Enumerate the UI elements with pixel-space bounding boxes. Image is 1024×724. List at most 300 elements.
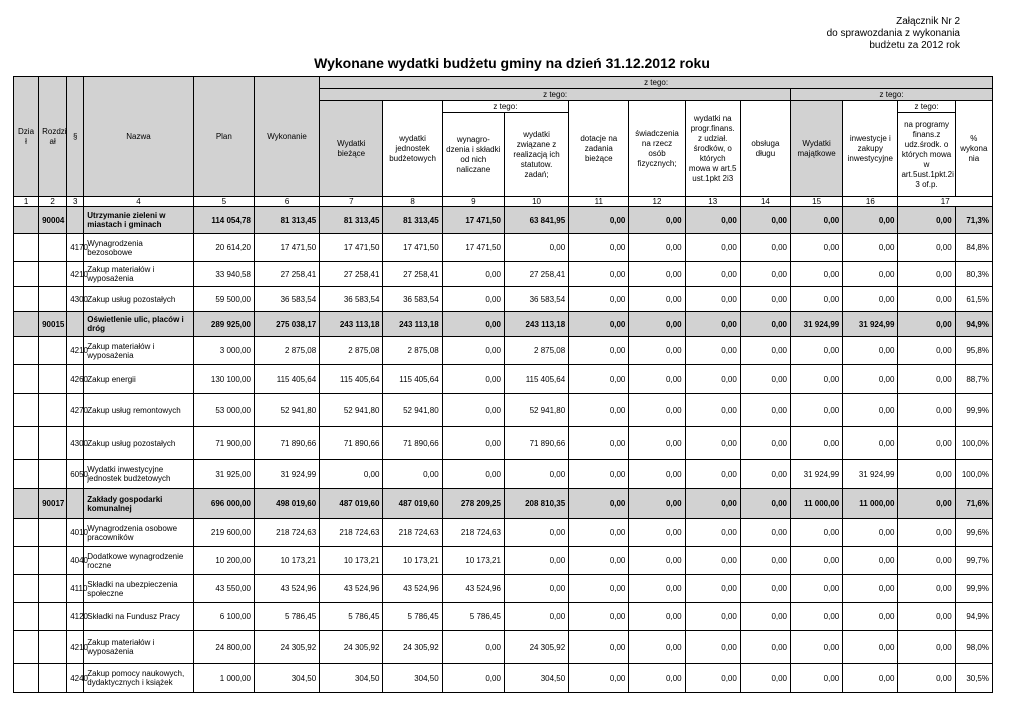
cell-rozdzial (39, 287, 67, 312)
cell-value: 0,00 (569, 337, 629, 365)
cell-value: 10 173,21 (383, 547, 442, 575)
cell-value: 0,00 (629, 365, 685, 394)
cell-value: 27 258,41 (383, 262, 442, 287)
cell-value: 99,9% (955, 394, 992, 427)
cell-value: 304,50 (504, 664, 568, 693)
cell-dzial (14, 312, 39, 337)
header-nazwa: Nazwa (84, 77, 193, 197)
cell-value: 0,00 (898, 519, 955, 547)
cell-dzial (14, 547, 39, 575)
table-row (14, 287, 993, 312)
cell-value: 0,00 (629, 519, 685, 547)
cell-paragraph: 4120 (67, 603, 84, 631)
cell-value: 0,00 (442, 394, 504, 427)
cell-value: 0,00 (442, 337, 504, 365)
cell-rozdzial (39, 519, 67, 547)
cell-value: 0,00 (685, 365, 740, 394)
cell-value: 0,00 (383, 460, 442, 489)
cell-value: 31 925,00 (193, 460, 254, 489)
cell-value: 696 000,00 (193, 489, 254, 519)
cell-rozdzial (39, 234, 67, 262)
cell-value: 24 305,92 (254, 631, 319, 664)
header-wydatki-majatkowe: Wydatki majątkowe (791, 101, 843, 197)
cell-value: 81 313,45 (383, 207, 442, 234)
cell-value: 0,00 (629, 262, 685, 287)
cell-nazwa: Wynagrodzenia osobowe pracowników (84, 519, 193, 547)
cell-value: 0,00 (442, 287, 504, 312)
cell-value: 0,00 (843, 234, 898, 262)
header-paragraph: § (67, 77, 84, 197)
cell-dzial (14, 394, 39, 427)
cell-dzial (14, 603, 39, 631)
cell-value: 0,00 (791, 631, 843, 664)
cell-value: 0,00 (898, 337, 955, 365)
table-row (14, 234, 993, 262)
cell-value: 0,00 (843, 575, 898, 603)
cell-value: 304,50 (320, 664, 383, 693)
cell-value: 0,00 (504, 234, 568, 262)
cell-value: 304,50 (254, 664, 319, 693)
cell-value: 0,00 (740, 312, 790, 337)
cell-value: 0,00 (843, 427, 898, 460)
cell-value: 10 173,21 (442, 547, 504, 575)
cell-value: 0,00 (740, 519, 790, 547)
cell-value: 10 173,21 (320, 547, 383, 575)
table-row (14, 664, 993, 693)
cell-value: 43 524,96 (254, 575, 319, 603)
header-plan: Plan (193, 77, 254, 197)
cell-value: 0,00 (740, 603, 790, 631)
cell-value: 0,00 (320, 460, 383, 489)
header-programy-finans: wydatki na progr.finans. z udział. środków, o których mowa w art.5 ust.1pkt 2i3 (685, 101, 740, 197)
cell-value: 6 100,00 (193, 603, 254, 631)
cell-value: 0,00 (569, 234, 629, 262)
cell-value: 0,00 (843, 547, 898, 575)
cell-value: 31 924,99 (843, 460, 898, 489)
cell-value: 0,00 (569, 547, 629, 575)
header-wydatki-biezace: Wydatki bieżące (320, 101, 383, 197)
cell-value: 5 786,45 (442, 603, 504, 631)
table-row (14, 365, 993, 394)
cell-value: 36 583,54 (504, 287, 568, 312)
cell-nazwa: Składki na Fundusz Pracy (84, 603, 193, 631)
cell-value: 81 313,45 (320, 207, 383, 234)
cell-rozdzial (39, 664, 67, 693)
column-number: 14 (740, 197, 790, 207)
cell-value: 59 500,00 (193, 287, 254, 312)
header-na-programy: na programy finans.z udz.środk. o których mowa w art.5ust.1pkt.2i 3 of.p. (898, 113, 955, 197)
cell-value: 0,00 (569, 664, 629, 693)
cell-value: 115 405,64 (504, 365, 568, 394)
cell-value: 0,00 (629, 489, 685, 519)
cell-value: 0,00 (569, 631, 629, 664)
cell-value: 36 583,54 (383, 287, 442, 312)
column-number: 12 (629, 197, 685, 207)
cell-rozdzial (39, 394, 67, 427)
cell-value: 0,00 (569, 427, 629, 460)
cell-value: 0,00 (629, 664, 685, 693)
cell-paragraph: 4210 (67, 337, 84, 365)
cell-value: 1 000,00 (193, 664, 254, 693)
cell-value: 0,00 (685, 427, 740, 460)
cell-value: 114 054,78 (193, 207, 254, 234)
cell-rozdzial (39, 365, 67, 394)
cell-value: 0,00 (740, 547, 790, 575)
column-number: 2 (39, 197, 67, 207)
cell-value: 0,00 (740, 234, 790, 262)
cell-value: 219 600,00 (193, 519, 254, 547)
cell-value: 0,00 (629, 337, 685, 365)
column-number: 10 (504, 197, 568, 207)
cell-value: 0,00 (442, 427, 504, 460)
cell-rozdzial (39, 262, 67, 287)
cell-value: 33 940,58 (193, 262, 254, 287)
cell-value: 0,00 (791, 365, 843, 394)
column-number: 6 (254, 197, 319, 207)
cell-value: 0,00 (504, 460, 568, 489)
column-number: 7 (320, 197, 383, 207)
header-obsluga-dlugu: obsługa długu (740, 101, 790, 197)
table-row (14, 519, 993, 547)
cell-nazwa: Zakup materiałów i wyposażenia (84, 337, 193, 365)
header-z-tego: z tego: (320, 89, 791, 101)
cell-value: 0,00 (629, 312, 685, 337)
section-row (14, 312, 993, 337)
cell-value: 0,00 (685, 547, 740, 575)
cell-value: 52 941,80 (320, 394, 383, 427)
table-row (14, 394, 993, 427)
cell-value: 0,00 (791, 603, 843, 631)
cell-nazwa: Wynagrodzenia bezosobowe (84, 234, 193, 262)
cell-value: 84,8% (955, 234, 992, 262)
cell-value: 0,00 (685, 489, 740, 519)
cell-value: 20 614,20 (193, 234, 254, 262)
cell-paragraph: 4170 (67, 234, 84, 262)
cell-paragraph: 4300 (67, 287, 84, 312)
cell-value: 0,00 (569, 207, 629, 234)
table-row (14, 547, 993, 575)
cell-value: 0,00 (504, 519, 568, 547)
cell-value: 0,00 (740, 664, 790, 693)
cell-value: 0,00 (898, 262, 955, 287)
header-dzial: Dzia ł (14, 77, 39, 197)
cell-value: 0,00 (843, 207, 898, 234)
cell-nazwa: Oświetlenie ulic, placów i dróg (84, 312, 193, 337)
cell-rozdzial (39, 337, 67, 365)
cell-value: 0,00 (898, 287, 955, 312)
cell-value: 71 890,66 (320, 427, 383, 460)
cell-value: 0,00 (898, 489, 955, 519)
cell-value: 43 524,96 (383, 575, 442, 603)
cell-value: 0,00 (442, 312, 504, 337)
cell-value: 43 524,96 (442, 575, 504, 603)
cell-value: 52 941,80 (254, 394, 319, 427)
cell-value: 0,00 (898, 603, 955, 631)
cell-value: 24 305,92 (383, 631, 442, 664)
cell-value: 61,5% (955, 287, 992, 312)
cell-value: 0,00 (791, 519, 843, 547)
cell-value: 98,0% (955, 631, 992, 664)
cell-value: 0,00 (569, 312, 629, 337)
cell-value: 5 786,45 (254, 603, 319, 631)
cell-value: 0,00 (442, 460, 504, 489)
cell-value: 0,00 (740, 460, 790, 489)
attachment-line: budżetu za 2012 rok (869, 40, 960, 51)
cell-value: 24 800,00 (193, 631, 254, 664)
cell-value: 17 471,50 (383, 234, 442, 262)
cell-paragraph: 4040 (67, 547, 84, 575)
cell-nazwa: Zakup usług pozostałych (84, 427, 193, 460)
cell-dzial (14, 519, 39, 547)
cell-value: 278 209,25 (442, 489, 504, 519)
cell-value: 0,00 (791, 337, 843, 365)
cell-value: 0,00 (791, 207, 843, 234)
cell-value: 0,00 (740, 365, 790, 394)
cell-value: 0,00 (740, 337, 790, 365)
cell-paragraph: 4270 (67, 394, 84, 427)
cell-rozdzial (39, 603, 67, 631)
cell-value: 487 019,60 (320, 489, 383, 519)
cell-value: 3 000,00 (193, 337, 254, 365)
cell-value: 31 924,99 (843, 312, 898, 337)
cell-value: 0,00 (843, 262, 898, 287)
cell-value: 0,00 (629, 234, 685, 262)
cell-value: 0,00 (629, 603, 685, 631)
cell-value: 0,00 (629, 427, 685, 460)
cell-dzial (14, 489, 39, 519)
cell-dzial (14, 337, 39, 365)
cell-value: 100,0% (955, 460, 992, 489)
cell-paragraph: 4300 (67, 427, 84, 460)
cell-value: 0,00 (791, 287, 843, 312)
header-dotacje: dotacje na zadania bieżące (569, 101, 629, 197)
section-row (14, 489, 993, 519)
cell-value: 81 313,45 (254, 207, 319, 234)
cell-value: 208 810,35 (504, 489, 568, 519)
cell-value: 36 583,54 (254, 287, 319, 312)
cell-paragraph: 4210 (67, 262, 84, 287)
cell-value: 243 113,18 (383, 312, 442, 337)
cell-nazwa: Zakup usług remontowych (84, 394, 193, 427)
column-number: 17 (898, 197, 993, 207)
cell-value: 0,00 (843, 519, 898, 547)
cell-value: 30,5% (955, 664, 992, 693)
cell-value: 0,00 (791, 575, 843, 603)
cell-value: 10 173,21 (254, 547, 319, 575)
cell-paragraph (67, 312, 84, 337)
cell-value: 0,00 (685, 519, 740, 547)
cell-dzial (14, 365, 39, 394)
table-row (14, 427, 993, 460)
cell-value: 0,00 (740, 427, 790, 460)
header-wynagrodzenia: wynagro- dzenia i składki od nich naliczane (442, 113, 504, 197)
cell-value: 0,00 (442, 365, 504, 394)
cell-paragraph: 4210 (67, 631, 84, 664)
cell-value: 0,00 (740, 631, 790, 664)
header-rozdzial: Rozdzi ał (39, 77, 67, 197)
cell-value: 17 471,50 (320, 234, 383, 262)
table-row (14, 603, 993, 631)
cell-value: 52 941,80 (504, 394, 568, 427)
cell-nazwa: Zakup materiałów i wyposażenia (84, 262, 193, 287)
cell-value: 31 924,99 (254, 460, 319, 489)
cell-value: 0,00 (685, 312, 740, 337)
cell-value: 0,00 (685, 460, 740, 489)
cell-value: 11 000,00 (843, 489, 898, 519)
cell-value: 36 583,54 (320, 287, 383, 312)
cell-nazwa: Zakup pomocy naukowych, dydaktycznych i książek (84, 664, 193, 693)
cell-value: 115 405,64 (383, 365, 442, 394)
table-row (14, 460, 993, 489)
cell-value: 0,00 (791, 394, 843, 427)
cell-value: 10 200,00 (193, 547, 254, 575)
cell-value: 0,00 (685, 394, 740, 427)
cell-value: 498 019,60 (254, 489, 319, 519)
cell-value: 0,00 (504, 547, 568, 575)
cell-value: 24 305,92 (320, 631, 383, 664)
header-swiadczenia: świadczenia na rzecz osób fizycznych; (629, 101, 685, 197)
attachment-line: Załącznik Nr 2 (896, 16, 960, 27)
cell-value: 0,00 (442, 631, 504, 664)
cell-value: 43 550,00 (193, 575, 254, 603)
cell-value: 0,00 (791, 664, 843, 693)
cell-value: 11 000,00 (791, 489, 843, 519)
column-number: 13 (685, 197, 740, 207)
cell-nazwa: Zakup materiałów i wyposażenia (84, 631, 193, 664)
cell-value: 0,00 (740, 262, 790, 287)
column-number: 8 (383, 197, 442, 207)
cell-value: 0,00 (569, 365, 629, 394)
cell-value: 2 875,08 (504, 337, 568, 365)
cell-value: 17 471,50 (254, 234, 319, 262)
cell-value: 5 786,45 (320, 603, 383, 631)
cell-dzial (14, 575, 39, 603)
column-number: 4 (84, 197, 193, 207)
cell-dzial (14, 234, 39, 262)
cell-rozdzial (39, 575, 67, 603)
cell-value: 71 900,00 (193, 427, 254, 460)
cell-value: 0,00 (629, 287, 685, 312)
cell-value: 0,00 (791, 262, 843, 287)
cell-value: 0,00 (685, 207, 740, 234)
cell-value: 0,00 (843, 664, 898, 693)
cell-rozdzial: 90017 (39, 489, 67, 519)
cell-value: 218 724,63 (254, 519, 319, 547)
cell-dzial (14, 460, 39, 489)
cell-dzial (14, 664, 39, 693)
header-z-tego: z tego: (442, 101, 568, 113)
cell-value: 0,00 (504, 575, 568, 603)
cell-value: 2 875,08 (320, 337, 383, 365)
cell-value: 94,9% (955, 603, 992, 631)
column-number: 15 (791, 197, 843, 207)
table-row (14, 262, 993, 287)
cell-value: 243 113,18 (320, 312, 383, 337)
cell-nazwa: Dodatkowe wynagrodzenie roczne (84, 547, 193, 575)
cell-value: 99,7% (955, 547, 992, 575)
column-number: 3 (67, 197, 84, 207)
cell-value: 0,00 (569, 575, 629, 603)
cell-value: 0,00 (504, 603, 568, 631)
header-wydatki-statutowe: wydatki związane z realizacją ich statutow. zadań; (504, 113, 568, 197)
cell-value: 0,00 (685, 262, 740, 287)
cell-value: 2 875,08 (383, 337, 442, 365)
cell-value: 0,00 (740, 394, 790, 427)
cell-value: 0,00 (569, 262, 629, 287)
cell-value: 0,00 (843, 394, 898, 427)
column-number: 9 (442, 197, 504, 207)
cell-value: 0,00 (685, 234, 740, 262)
table-row (14, 337, 993, 365)
cell-paragraph (67, 207, 84, 234)
cell-paragraph: 4240 (67, 664, 84, 693)
cell-value: 63 841,95 (504, 207, 568, 234)
header-wykonanie: Wykonanie (254, 77, 319, 197)
cell-dzial (14, 631, 39, 664)
cell-value: 0,00 (898, 365, 955, 394)
column-number: 11 (569, 197, 629, 207)
cell-value: 0,00 (569, 489, 629, 519)
column-number: 5 (193, 197, 254, 207)
header-z-tego: z tego: (791, 89, 993, 101)
attachment-line: do sprawozdania z wykonania (826, 28, 960, 39)
attachment-note (827, 16, 960, 52)
cell-dzial (14, 287, 39, 312)
cell-nazwa: Zakup energii (84, 365, 193, 394)
cell-dzial (14, 427, 39, 460)
header-z-tego: z tego: (320, 77, 993, 89)
cell-rozdzial (39, 460, 67, 489)
cell-value: 0,00 (898, 234, 955, 262)
table-row (14, 575, 993, 603)
header-inwestycje: inwestycje i zakupy inwestycyjne (843, 101, 898, 197)
cell-dzial (14, 262, 39, 287)
cell-value: 0,00 (685, 603, 740, 631)
cell-value: 0,00 (898, 207, 955, 234)
cell-value: 0,00 (569, 287, 629, 312)
cell-value: 5 786,45 (383, 603, 442, 631)
cell-value: 27 258,41 (504, 262, 568, 287)
cell-value: 218 724,63 (320, 519, 383, 547)
cell-value: 115 405,64 (254, 365, 319, 394)
cell-value: 52 941,80 (383, 394, 442, 427)
cell-value: 0,00 (629, 394, 685, 427)
header-z-tego: z tego: (898, 101, 955, 113)
cell-value: 0,00 (898, 547, 955, 575)
cell-value: 99,6% (955, 519, 992, 547)
cell-value: 53 000,00 (193, 394, 254, 427)
cell-paragraph: 4110 (67, 575, 84, 603)
cell-value: 0,00 (442, 262, 504, 287)
cell-value: 71 890,66 (383, 427, 442, 460)
cell-value: 0,00 (685, 631, 740, 664)
cell-value: 100,0% (955, 427, 992, 460)
cell-value: 0,00 (843, 365, 898, 394)
cell-value: 0,00 (569, 519, 629, 547)
cell-value: 0,00 (629, 631, 685, 664)
cell-value: 0,00 (843, 603, 898, 631)
cell-value: 31 924,99 (791, 460, 843, 489)
cell-value: 0,00 (629, 575, 685, 603)
cell-value: 43 524,96 (320, 575, 383, 603)
cell-value: 289 925,00 (193, 312, 254, 337)
cell-value: 27 258,41 (254, 262, 319, 287)
cell-value: 0,00 (898, 664, 955, 693)
cell-value: 0,00 (791, 547, 843, 575)
cell-nazwa: Utrzymanie zieleni w miastach i gminach (84, 207, 193, 234)
cell-value: 0,00 (569, 394, 629, 427)
cell-value: 0,00 (685, 664, 740, 693)
